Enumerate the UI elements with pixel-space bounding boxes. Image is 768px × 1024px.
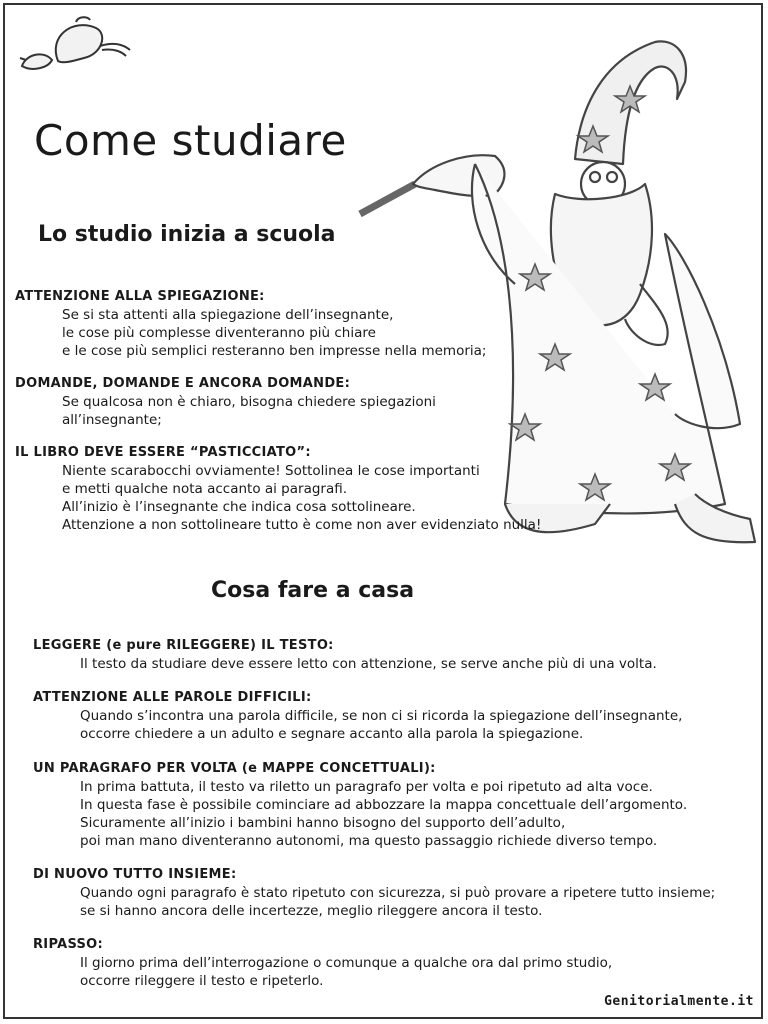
block-head: ATTENZIONE ALLE PAROLE DIFFICILI: bbox=[33, 690, 312, 705]
block-line: e metti qualche nota accanto ai paragrafi. bbox=[62, 481, 348, 497]
section-heading-home: Cosa fare a casa bbox=[211, 578, 415, 603]
block-line: occorre rileggere il testo e ripeterlo. bbox=[80, 973, 324, 989]
block-questions bbox=[15, 375, 436, 429]
block-line: Attenzione a non sottolineare tutto è come non aver evidenziato nulla! bbox=[62, 517, 542, 533]
page-title: Come studiare bbox=[34, 116, 347, 165]
block-line: Quando s’incontra una parola difficile, se non ci si ricorda la spiegazione dell’insegnante, bbox=[80, 708, 683, 724]
bird-logo-icon bbox=[18, 16, 133, 80]
block-line: occorre chiedere a un adulto e segnare accanto alla parola la spiegazione. bbox=[80, 726, 584, 742]
block-head: ATTENZIONE ALLA SPIEGAZIONE: bbox=[15, 289, 265, 304]
block-line: Sicuramente all’inizio i bambini hanno bisogno del supporto dell’adulto, bbox=[80, 815, 566, 831]
block-line: In questa fase è possibile cominciare ad abbozzare la mappa concettuale dell’argomento. bbox=[80, 797, 688, 813]
block-line: Niente scarabocchi ovviamente! Sottolinea le cose importanti bbox=[62, 463, 480, 479]
section-heading-school: Lo studio inizia a scuola bbox=[38, 222, 336, 247]
block-head: DOMANDE, DOMANDE E ANCORA DOMANDE: bbox=[15, 376, 351, 391]
block-paragraph bbox=[33, 760, 687, 850]
block-line: le cose più complesse diventeranno più chiare bbox=[62, 325, 376, 341]
block-head: IL LIBRO DEVE ESSERE “PASTICCIATO”: bbox=[15, 445, 311, 460]
block-line: All’inizio è l’insegnante che indica cosa sottolineare. bbox=[62, 499, 416, 515]
block-book bbox=[15, 444, 541, 534]
block-line: Il testo da studiare deve essere letto con attenzione, se serve anche più di una volta. bbox=[80, 656, 657, 672]
block-difficult-words bbox=[33, 689, 682, 743]
block-attention bbox=[15, 288, 486, 360]
block-head: DI NUOVO TUTTO INSIEME: bbox=[33, 867, 237, 882]
block-head: LEGGERE (e pure RILEGGERE) IL TESTO: bbox=[33, 638, 334, 653]
block-line: all’insegnante; bbox=[62, 412, 162, 428]
block-line: e le cose più semplici resteranno ben impresse nella memoria; bbox=[62, 343, 487, 359]
block-all-together bbox=[33, 866, 715, 920]
block-review bbox=[33, 936, 612, 990]
block-line: Se qualcosa non è chiaro, bisogna chiedere spiegazioni bbox=[62, 394, 436, 410]
block-line: In prima battuta, il testo va riletto un paragrafo per volta e poi ripetuto ad alta voce. bbox=[80, 779, 653, 795]
block-line: poi man mano diventeranno autonomi, ma questo passaggio richiede diverso tempo. bbox=[80, 833, 658, 849]
block-head: RIPASSO: bbox=[33, 937, 104, 952]
footer-brand: Genitorialmente.it bbox=[604, 994, 754, 1009]
block-line: Se si sta attenti alla spiegazione dell’insegnante, bbox=[62, 307, 394, 323]
block-line: Il giorno prima dell’interrogazione o comunque a qualche ora dal primo studio, bbox=[80, 955, 613, 971]
block-line: se si hanno ancora delle incertezze, meglio rileggere ancora il testo. bbox=[80, 903, 543, 919]
block-head: UN PARAGRAFO PER VOLTA (e MAPPE CONCETTUALI): bbox=[33, 761, 436, 776]
block-line: Quando ogni paragrafo è stato ripetuto con sicurezza, si può provare a ripetere tutto insieme; bbox=[80, 885, 716, 901]
block-read bbox=[33, 637, 657, 673]
